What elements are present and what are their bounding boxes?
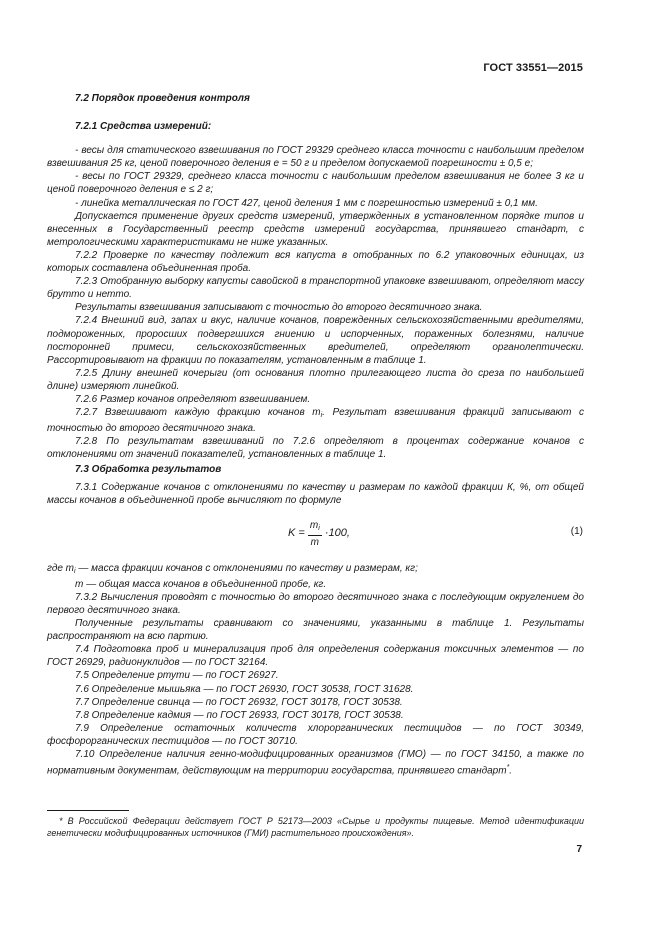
paragraph-7-3-2: 7.3.2 Вычисления проводят с точностью до второго десятичного знака с последующим округлением до первого десятичного знака.	[47, 591, 584, 616]
paragraph-7-2-3: 7.2.3 Отобранную выборку капусты савойской в транспортной упаковке взвешивают, определяют массу брутто и нетто.	[47, 276, 584, 301]
paragraph-7-2-5: 7.2.5 Длину внешней кочерыги (от основания плотно прилегающего листа до среза по наибольшей длине) измеряют линейкой.	[47, 367, 584, 392]
list-item-ruler: - линейка металлическая по ГОСТ 427, ценой деления 1 мм с погрешностью измерений ± 0,1 мм.	[75, 197, 538, 209]
standard-designation: ГОСТ 33551—2015	[483, 62, 583, 74]
formula-rhs: ·100,	[324, 527, 350, 540]
paragraph-7-7: 7.7 Определение свинца — по ГОСТ 26932, ГОСТ 30178, ГОСТ 30538.	[75, 696, 403, 708]
formula-numerator: $m_i$	[309, 519, 320, 532]
formula-number: (1)	[570, 525, 583, 537]
paragraph-7-5: 7.5 Определение ртути — по ГОСТ 26927.	[75, 670, 279, 682]
list-item-scales-static: - весы для статического взвешивания по ГОСТ 29329 среднего класса точности с наибольшим пределом взвешивания 25 кг, ценой поверочного деления е = 50 г и пределом допускаемой погрешности ± 0,5 е;	[47, 145, 584, 170]
formula-denominator: m	[310, 536, 319, 548]
footnote	[47, 815, 584, 839]
definition-m: m — общая масса кочанов в объединенной пробе, кг.	[75, 578, 327, 590]
page-body	[47, 92, 584, 778]
paragraph-7-2-7: 7.2.7 Взвешивают каждую фракцию кочанов $m_i$. Результат взвешивания фракций записывают с точностью до второго десятичного знака.	[47, 407, 584, 435]
paragraph-7-2-8: 7.2.8 По результатам взвешиваний по 7.2.6 определяют в процентах содержание кочанов с отклонениями от значений показателей, установленных в таблице 1.	[47, 436, 584, 461]
definition-mi: где $m_i$ — масса фракции кочанов с отклонениями по качеству и размерам, кг;	[47, 562, 418, 575]
paragraph-alternatives: Допускается применение других средств измерений, утвержденных в установленном порядке типов и внесенных в Государственный реестр средств измерений государства, принявшего стандарт, с метрологическими характеристиками не ниже указанных.	[47, 210, 584, 248]
formula-1	[47, 514, 584, 560]
section-heading-7-3: 7.3 Обработка результатов	[75, 464, 222, 476]
paragraph-weighing-results: Результаты взвешивания записывают с точностью до второго десятичного знака.	[75, 302, 483, 314]
section-heading-7-2: 7.2 Порядок проведения контроля	[75, 93, 250, 104]
subsection-heading-7-2-1: 7.2.1 Средства измерений:	[75, 121, 212, 133]
paragraph-7-9: 7.9 Определение остаточных количеств хлорорганических пестицидов — по ГОСТ 30349, фосфорорганических пестицидов — по ГОСТ 30710.	[47, 722, 584, 747]
paragraph-7-3-1: 7.3.1 Содержание кочанов с отклонениями по качеству и размерам по каждой фракции К, %, от общей массы кочанов в объединенной пробе вычисляют по формуле	[47, 481, 584, 506]
paragraph-7-10: 7.10 Определение наличия генно-модифицированных организмов (ГМО) — по ГОСТ 34150, а также по нормативным документам, действующим на территории государства, принявшего стандарт*.	[47, 749, 584, 777]
footnote-divider	[47, 810, 129, 811]
paragraph-7-4: 7.4 Подготовка проб и минерализация проб для определения содержания токсичных элементов — по ГОСТ 26929, радионуклидов — по ГОСТ 32164.	[47, 644, 584, 669]
formula-fraction	[308, 520, 322, 548]
list-item-scales-small: - весы по ГОСТ 29329, среднего класса точности с наибольшим пределом взвешивания не более 3 кг и ценой поверочного деления е ≤ 2 г;	[47, 171, 584, 196]
paragraph-7-6: 7.6 Определение мышьяка — по ГОСТ 26930, ГОСТ 30538, ГОСТ 31628.	[75, 683, 414, 695]
paragraph-7-2-6: 7.2.6 Размер кочанов определяют взвешиванием.	[75, 393, 311, 405]
formula-lhs: K =	[288, 527, 305, 540]
page-number: 7	[576, 844, 582, 855]
paragraph-7-2-4: 7.2.4 Внешний вид, запах и вкус, наличие кочанов, поврежденных сельскохозяйственными вредителями, подмороженных, проросших подвергшихся гниению и испорченных, пораженных болезнями, наличие посторонней примеси, сельскохозяйственных вредителей, определяют органолептически. Рассортировывают на фракции по показателям, установленным в таблице 1.	[47, 315, 584, 366]
paragraph-results-comparison: Полученные результаты сравнивают со значениями, указанными в таблице 1. Результаты распространяют на всю партию.	[47, 618, 584, 643]
paragraph-7-2-2: 7.2.2 Проверке по качеству подлежит вся капуста в отобранных по 6.2 упаковочных единицах, из которых составлена объединенная проба.	[47, 249, 584, 275]
paragraph-7-8: 7.8 Определение кадмия — по ГОСТ 26933, ГОСТ 30178, ГОСТ 30538.	[75, 709, 404, 721]
footnote-text: * В Российской Федерации действует ГОСТ Р 52173—2003 «Сырье и продукты пищевые. Метод идентификации генетически модифицированных источников (ГМИ) растительного происхождения».	[47, 816, 584, 838]
